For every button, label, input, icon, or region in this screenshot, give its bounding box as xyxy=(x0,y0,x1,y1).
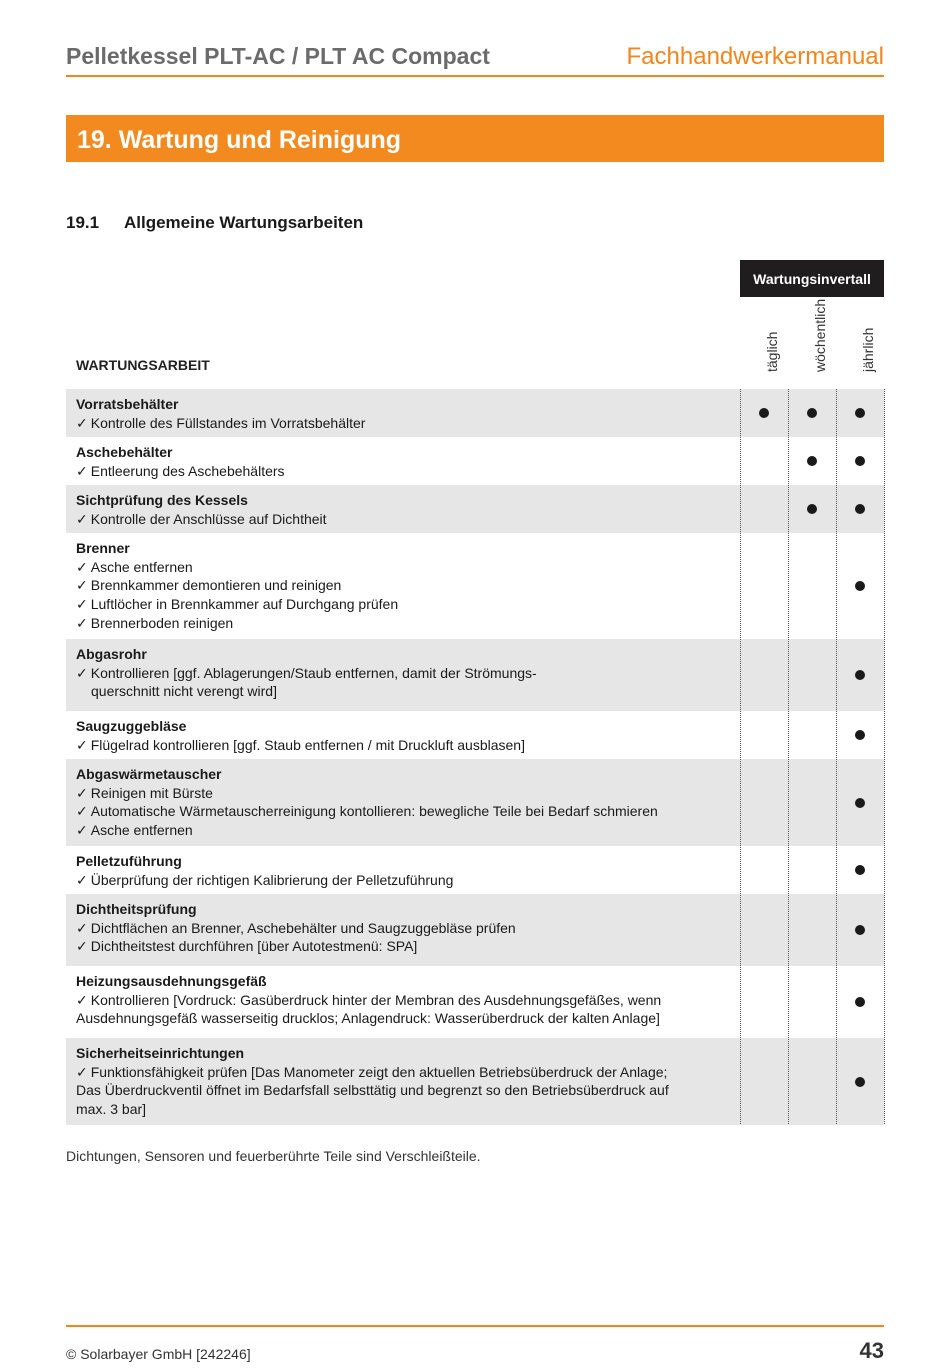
header-divider xyxy=(66,75,884,77)
interval-cell xyxy=(836,846,884,894)
task-item xyxy=(76,991,716,1010)
row-text xyxy=(76,395,716,432)
task-item xyxy=(76,1063,716,1082)
task-item xyxy=(76,937,716,956)
row-text xyxy=(76,972,716,1028)
interval-cell xyxy=(788,639,836,711)
table-row xyxy=(66,759,884,846)
checkmark-icon: ✓ xyxy=(76,991,88,1008)
interval-label: jährlich xyxy=(860,327,876,372)
bullet-mark-icon xyxy=(759,408,769,418)
row-text xyxy=(76,539,716,633)
interval-cell xyxy=(740,711,788,759)
interval-header: Wartungsinvertall xyxy=(740,260,884,297)
task-item xyxy=(76,558,716,577)
task-item xyxy=(76,462,716,481)
interval-cell xyxy=(740,639,788,711)
row-text xyxy=(76,443,716,480)
task-title: Vorratsbehälter xyxy=(76,396,179,412)
checkmark-icon: ✓ xyxy=(76,577,88,594)
task-item-text: Kontrollieren [ggf. Ablagerungen/Staub entfernen, damit der Strömungs- xyxy=(90,664,537,681)
checkmark-icon: ✓ xyxy=(76,784,88,801)
task-item xyxy=(76,821,716,840)
task-item-text: Kontrolle der Anschlüsse auf Dichtheit xyxy=(90,510,327,527)
bullet-mark-icon xyxy=(855,670,865,680)
checkmark-icon: ✓ xyxy=(76,462,88,479)
task-item-text: Kontrollieren [Vordruck: Gasüberdruck hinter der Membran des Ausdehnungsgefäßes, wenn xyxy=(90,991,662,1008)
task-item-text: Brennerboden reinigen xyxy=(90,614,234,631)
task-item xyxy=(76,736,716,755)
section-title: 19. Wartung und Reinigung xyxy=(77,126,402,154)
bullet-mark-icon xyxy=(855,865,865,875)
interval-cell xyxy=(740,1038,788,1125)
bullet-mark-icon xyxy=(855,925,865,935)
interval-daily-header xyxy=(740,300,788,386)
task-item-text: querschnitt nicht verengt wird] xyxy=(91,683,277,700)
task-title: Saugzuggebläse xyxy=(76,718,187,734)
task-item xyxy=(76,682,716,701)
subsection-number: 19.1 xyxy=(66,213,100,232)
interval-cell xyxy=(836,533,884,639)
checkmark-icon: ✓ xyxy=(76,736,88,753)
row-text xyxy=(76,852,716,889)
interval-cell xyxy=(740,846,788,894)
interval-cell xyxy=(836,1038,884,1125)
row-text xyxy=(76,717,716,754)
task-item-text: Asche entfernen xyxy=(90,822,193,839)
interval-label: täglich xyxy=(764,331,780,372)
interval-cell xyxy=(740,389,788,437)
task-title: Aschebehälter xyxy=(76,444,173,460)
interval-cell xyxy=(740,533,788,639)
interval-cell xyxy=(788,389,836,437)
checkmark-icon: ✓ xyxy=(76,871,88,888)
interval-yearly-header xyxy=(836,300,884,386)
bullet-mark-icon xyxy=(807,456,817,466)
task-title: Pelletzuführung xyxy=(76,853,182,869)
row-text xyxy=(76,765,716,840)
task-title: Brenner xyxy=(76,540,130,556)
task-item-text: Luftlöcher in Brennkammer auf Durchgang prüfen xyxy=(90,596,399,613)
task-item-text: Reinigen mit Bürste xyxy=(90,784,213,801)
checkmark-icon: ✓ xyxy=(76,938,88,955)
row-text xyxy=(76,645,716,701)
subsection-heading xyxy=(66,213,363,233)
task-item-text: Automatische Wärmetauscherreinigung kontollieren: bewegliche Teile bei Bedarf schmieren xyxy=(90,803,658,820)
bullet-mark-icon xyxy=(807,408,817,418)
task-item xyxy=(76,1009,716,1028)
interval-cell xyxy=(788,1038,836,1125)
footer-divider xyxy=(66,1325,884,1327)
interval-cell xyxy=(836,389,884,437)
interval-label: wöchentlich xyxy=(812,298,828,372)
checkmark-icon: ✓ xyxy=(76,1063,88,1080)
column-divider xyxy=(788,389,789,1124)
interval-cell xyxy=(740,894,788,966)
checkmark-icon: ✓ xyxy=(76,664,88,681)
task-item-text: Überprüfung der richtigen Kalibrierung der Pelletzuführung xyxy=(90,871,454,888)
maintenance-table xyxy=(66,389,884,1125)
interval-cell xyxy=(740,437,788,485)
task-title: Abgaswärmetauscher xyxy=(76,766,222,782)
interval-cell xyxy=(788,711,836,759)
document-title: Pelletkessel PLT-AC / PLT AC Compact xyxy=(66,43,490,69)
table-row xyxy=(66,966,884,1038)
column-divider xyxy=(740,389,741,1124)
interval-cell xyxy=(740,759,788,846)
table-row xyxy=(66,639,884,711)
bullet-mark-icon xyxy=(855,456,865,466)
wear-parts-note: Dichtungen, Sensoren und feuerberührte Teile sind Verschleißteile. xyxy=(66,1148,481,1164)
task-item-text: Flügelrad kontrollieren [ggf. Staub entfernen / mit Druckluft ausblasen] xyxy=(90,736,525,753)
column-divider xyxy=(884,389,885,1124)
interval-cell xyxy=(788,533,836,639)
table-row xyxy=(66,437,884,485)
task-item xyxy=(76,871,716,890)
task-item xyxy=(76,1100,716,1119)
task-item xyxy=(76,664,716,683)
checkmark-icon: ✓ xyxy=(76,596,88,613)
interval-cell xyxy=(740,485,788,533)
bullet-mark-icon xyxy=(855,730,865,740)
interval-cell xyxy=(836,966,884,1038)
interval-cell xyxy=(788,966,836,1038)
task-item xyxy=(76,595,716,614)
table-row xyxy=(66,894,884,966)
column-divider xyxy=(836,389,837,1124)
task-item-text: Entleerung des Aschebehälters xyxy=(90,462,285,479)
task-item xyxy=(76,614,716,633)
interval-cell xyxy=(740,966,788,1038)
table-row xyxy=(66,485,884,533)
subsection-title: Allgemeine Wartungsarbeiten xyxy=(124,213,364,232)
task-title: Abgasrohr xyxy=(76,646,147,662)
task-item xyxy=(76,802,716,821)
copyright: © Solarbayer GmbH [242246] xyxy=(66,1346,251,1362)
checkmark-icon: ✓ xyxy=(76,614,88,631)
task-item xyxy=(76,1081,716,1100)
checkmark-icon: ✓ xyxy=(76,803,88,820)
table-row xyxy=(66,1038,884,1125)
interval-cell xyxy=(788,437,836,485)
task-item-text: max. 3 bar] xyxy=(76,1101,147,1118)
interval-cell xyxy=(836,759,884,846)
bullet-mark-icon xyxy=(855,581,865,591)
task-title: Dichtheitsprüfung xyxy=(76,901,197,917)
task-item-text: Brennkammer demontieren und reinigen xyxy=(90,577,342,594)
row-text xyxy=(76,900,716,956)
task-title: Sichtprüfung des Kessels xyxy=(76,492,248,508)
interval-cell xyxy=(788,894,836,966)
task-item-text: Das Überdruckventil öffnet im Bedarfsfall selbsttätig und begrenzt so den Betriebsüberdruck auf xyxy=(76,1082,669,1099)
table-row xyxy=(66,533,884,639)
checkmark-icon: ✓ xyxy=(76,414,88,431)
task-title: Sicherheitseinrichtungen xyxy=(76,1045,245,1061)
task-item xyxy=(76,919,716,938)
bullet-mark-icon xyxy=(855,798,865,808)
page-number: 43 xyxy=(859,1338,884,1363)
task-item xyxy=(76,414,716,433)
interval-weekly-header xyxy=(788,300,836,386)
task-title: Heizungsausdehnungsgefäß xyxy=(76,973,267,989)
task-item-text: Dichtheitstest durchführen [über Autotestmenü: SPA] xyxy=(90,938,418,955)
bullet-mark-icon xyxy=(855,997,865,1007)
table-row xyxy=(66,711,884,759)
bullet-mark-icon xyxy=(855,408,865,418)
interval-cell xyxy=(788,759,836,846)
section-band xyxy=(66,115,884,162)
interval-cell xyxy=(836,711,884,759)
bullet-mark-icon xyxy=(807,504,817,514)
bullet-mark-icon xyxy=(855,504,865,514)
task-column-header: WARTUNGSARBEIT xyxy=(76,357,210,373)
bullet-mark-icon xyxy=(855,1077,865,1087)
checkmark-icon: ✓ xyxy=(76,822,88,839)
interval-cell xyxy=(836,485,884,533)
task-item-text: Kontrolle des Füllstandes im Vorratsbehälter xyxy=(90,414,366,431)
interval-cell xyxy=(836,639,884,711)
task-item-text: Funktionsfähigkeit prüfen [Das Manometer zeigt den aktuellen Betriebsüberdruck der Anlage; xyxy=(90,1063,668,1080)
interval-cell xyxy=(836,437,884,485)
table-row xyxy=(66,389,884,437)
task-item-text: Ausdehnungsgefäß wasserseitig drucklos; Anlagendruck: Wasserüberdruck der kalten Anlage] xyxy=(76,1010,660,1027)
manual-type: Fachhandwerkermanual xyxy=(626,43,884,70)
task-item-text: Dichtflächen an Brenner, Aschebehälter und Saugzuggebläse prüfen xyxy=(90,919,516,936)
table-row xyxy=(66,846,884,894)
task-item xyxy=(76,510,716,529)
row-text xyxy=(76,491,716,528)
interval-cell xyxy=(788,846,836,894)
interval-cell xyxy=(836,894,884,966)
checkmark-icon: ✓ xyxy=(76,558,88,575)
task-item xyxy=(76,784,716,803)
row-text xyxy=(76,1044,716,1119)
checkmark-icon: ✓ xyxy=(76,510,88,527)
checkmark-icon: ✓ xyxy=(76,919,88,936)
interval-cell xyxy=(788,485,836,533)
task-item-text: Asche entfernen xyxy=(90,558,193,575)
task-item xyxy=(76,576,716,595)
